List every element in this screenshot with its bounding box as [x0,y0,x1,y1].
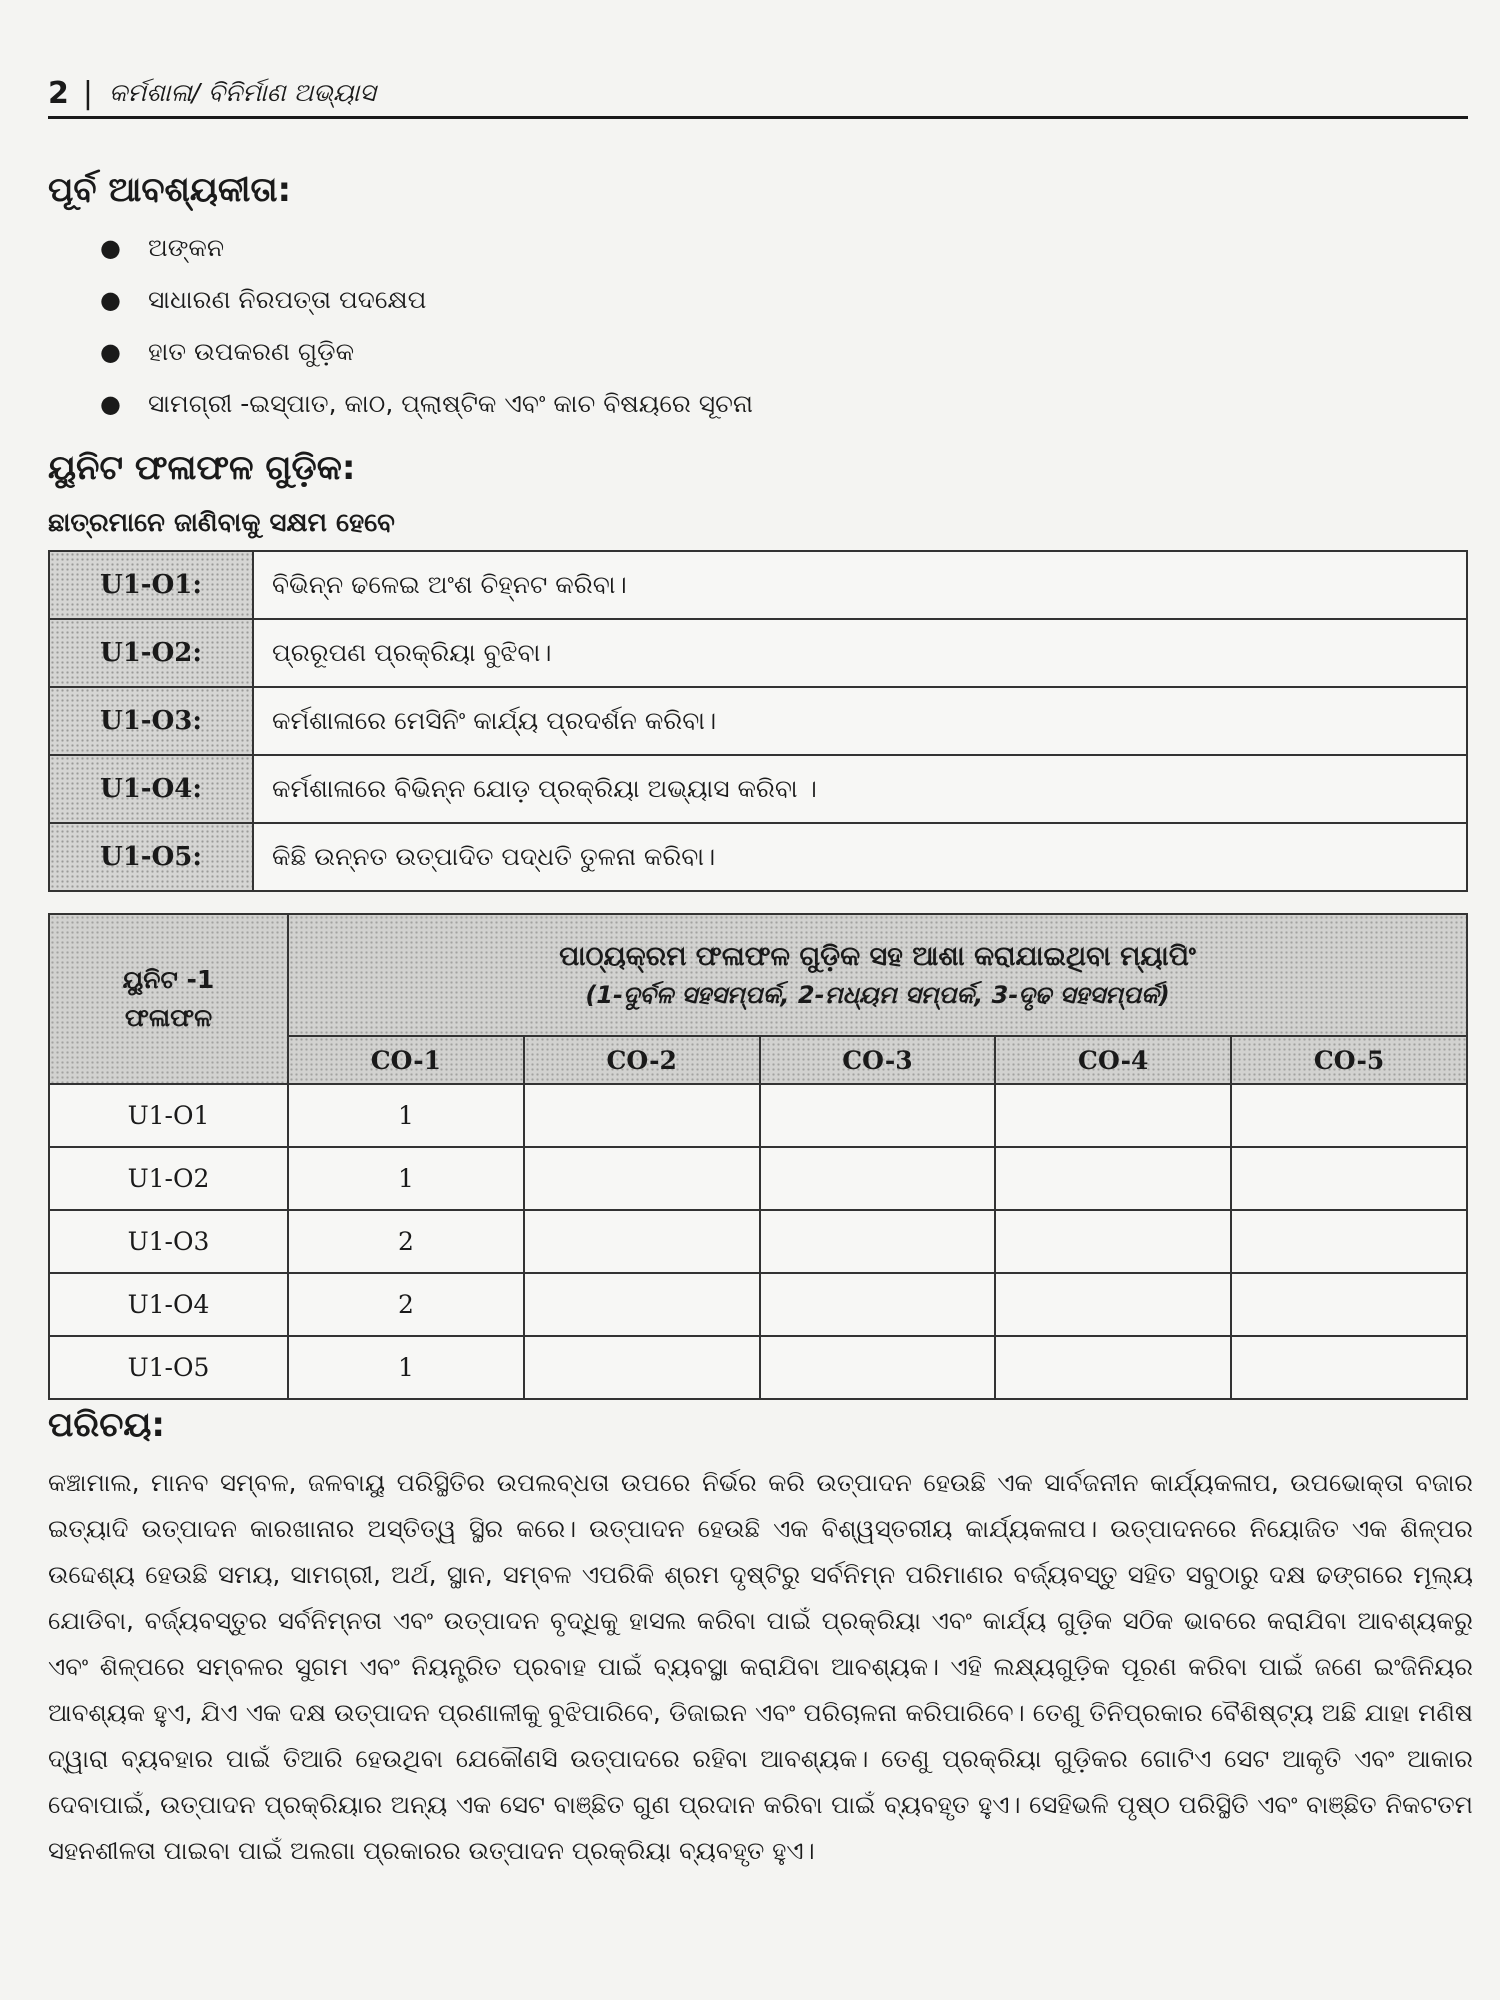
bullet-icon: ● [100,338,121,366]
outcome-text: କର୍ମଶାଳାରେ ବିଭିନ୍ନ ଯୋଡ଼ ପ୍ରକ୍ରିୟା ଅଭ୍ୟାସ କରିବା । [253,755,1467,823]
table-row [49,1210,1467,1273]
cell [760,1084,996,1147]
outcome-code: U1-O3: [49,687,253,755]
page-header [48,70,1468,119]
outcome-text: କର୍ମଶାଳାରେ ମେସିନିଂ କାର୍ଯ୍ୟ ପ୍ରଦର୍ଶନ କରିବା। [253,687,1467,755]
outcome-text: ପ୍ରରୂପଣ ପ୍ରକ୍ରିୟା ବୁଝିବା। [253,619,1467,687]
bullet-icon: ● [100,234,121,262]
row-unit: U1-O5 [49,1336,288,1399]
running-title: କର୍ମଶାଳା/ ବିନିର୍ମାଣ ଅଭ୍ୟାସ [108,78,376,107]
mapping-scale: (1-ଦୁର୍ବଳ ସହସମ୍ପର୍କ, 2-ମଧ୍ୟମ ସମ୍ପର୍କ, 3-ଦୃଢ ସହସମ୍ପର୍କ) [585,981,1170,1009]
cell [760,1336,996,1399]
cell [760,1210,996,1273]
table-row [49,755,1467,823]
cell [760,1147,996,1210]
unit-outcomes-subheading: ଛାତ୍ରମାନେ ଜାଣିବାକୁ ସକ୍ଷମ ହେବେ [48,508,395,538]
cell [524,1147,760,1210]
co-mapping-table [48,913,1468,1400]
bullet-icon: ● [100,286,121,314]
cell [995,1147,1231,1210]
outcome-code: U1-O1: [49,551,253,619]
co-header: CO-4 [995,1036,1231,1084]
cell [1231,1273,1467,1336]
introduction-heading: ପରିଚୟ: [48,1405,166,1445]
page-number: 2 [48,75,69,111]
cell [1231,1336,1467,1399]
prerequisites-heading: ପୂର୍ବ ଆବଶ୍ୟକୀତା: [48,170,292,210]
row-unit: U1-O4 [49,1273,288,1336]
header-separator: | [82,75,93,111]
co-header: CO-3 [760,1036,996,1084]
cell [524,1210,760,1273]
row-unit: U1-O2 [49,1147,288,1210]
outcome-text: କିଛି ଉନ୍ନତ ଉତ୍ପାଦିତ ପଦ୍ଧତି ତୁଳନା କରିବା। [253,823,1467,891]
prerequisites-list [100,222,753,430]
co-header: CO-1 [288,1036,524,1084]
co-header: CO-5 [1231,1036,1467,1084]
cell [995,1273,1231,1336]
row-unit: U1-O3 [49,1210,288,1273]
cell [760,1273,996,1336]
table-row [49,1084,1467,1147]
table-row [49,687,1467,755]
bullet-icon: ● [100,390,121,418]
outcome-code: U1-O2: [49,619,253,687]
table-row [49,1336,1467,1399]
list-item: ● ହାତ ଉପକରଣ ଗୁଡ଼ିକ [100,326,753,378]
cell [995,1210,1231,1273]
outcome-code: U1-O5: [49,823,253,891]
list-item: ● ସାଧାରଣ ନିରପତ୍ତା ପଦକ୍ଷେପ [100,274,753,326]
cell [524,1084,760,1147]
outcome-text: ବିଭିନ୍ନ ଢଳେଇ ଅଂଶ ଚିହ୍ନଟ କରିବା। [253,551,1467,619]
co-header: CO-2 [524,1036,760,1084]
introduction-paragraph: କଞ୍ଚାମାଲ, ମାନବ ସମ୍ବଳ, ଜଳବାୟୁ ପରିସ୍ଥିତିର ଉପଲବ୍ଧତା ଉପରେ ନିର୍ଭର କରି ଉତ୍ପାଦନ ହେଉଛି ଏକ ସାର୍ବଜନୀନ କାର୍ଯ୍ୟକଳାପ, ଉପଭୋକ୍ତା ବଜାର ଇତ୍ୟାଦି ଉତ୍ପାଦନ କାରଖାନାର ଅସ୍ତିତ୍ୱ ସ୍ଥିର କରେ। ଉତ୍ପାଦନ ହେଉଛି ଏକ ବିଶ୍ୱସ୍ତରୀୟ କାର୍ଯ୍ୟକଳାପ। ଉତ୍ପାଦନରେ ନିୟୋଜିତ ଏକ ଶିଳ୍ପର ଉଦ୍ଦେଶ୍ୟ ହେଉଛି ସମୟ, ସାମଗ୍ରୀ, ଅର୍ଥ, ସ୍ଥାନ, ସମ୍ବଳ ଏପରିକି ଶ୍ରମ ଦୃଷ୍ଟିରୁ ସର୍ବନିମ୍ନ ପରିମାଣର ବର୍ଜ୍ୟବସ୍ତୁ ସହିତ ସବୁଠାରୁ ଦକ୍ଷ ଢଙ୍ଗରେ ମୂଲ୍ୟ ଯୋଡିବା, ବର୍ଜ୍ୟବସ୍ତୁର ସର୍ବନିମ୍ନତା ଏବଂ ଉତ୍ପାଦନ ବୃଦ୍ଧିକୁ ହାସଲ କରିବା ପାଇଁ ପ୍ରକ୍ରିୟା ଏବଂ କାର୍ଯ୍ୟ ଗୁଡ଼ିକ ସଠିକ ଭାବରେ କରାଯିବା ଆବଶ୍ୟକରୁ ଏବଂ ଶିଳ୍ପରେ ସମ୍ବଳର ସୁଗମ ଏବଂ ନିୟନ୍ତ୍ରିତ ପ୍ରବାହ ପାଇଁ ବ୍ୟବସ୍ଥା କରାଯିବା ଆବଶ୍ୟକ। ଏହି ଲକ୍ଷ୍ୟଗୁଡ଼ିକ ପୂରଣ କରିବା ପାଇଁ ଜଣେ ଇଂଜିନିୟର ଆବଶ୍ୟକ ହୁଏ, ଯିଏ ଏକ ଦକ୍ଷ ଉତ୍ପାଦନ ପ୍ରଣାଳୀକୁ ବୁଝିପାରିବେ, ଡିଜାଇନ ଏବଂ ପରିଚାଳନା କରିପାରିବେ। ତେଣୁ ତିନିପ୍ରକାର ବୈଶିଷ୍ଟ୍ୟ ଅଛି ଯାହା ମଣିଷ ଦ୍ୱାରା ବ୍ୟବହାର ପାଇଁ ତିଆରି ହେଉଥିବା ଯେକୌଣସି ଉତ୍ପାଦରେ ରହିବା ଆବଶ୍ୟକ। ତେଣୁ ପ୍ରକ୍ରିୟା ଗୁଡ଼ିକର ଗୋଟିଏ ସେଟ ଆକୃତି ଏବଂ ଆକାର ଦେବାପାଇଁ, ଉତ୍ପାଦନ ପ୍ରକ୍ରିୟାର ଅନ୍ୟ ଏକ ସେଟ ବାଞ୍ଛିତ ଗୁଣ ପ୍ରଦାନ କରିବା ପାଇଁ ବ୍ୟବହୃତ ହୁଏ। ସେହିଭଳି ପୃଷ୍ଠ ପରିସ୍ଥିତି ଏବଂ ବାଞ୍ଛିତ ନିକଟତମ ସହନଶୀଳତା ପାଇବା ପାଇଁ ଅଲଗା ପ୍ରକାରର ଉତ୍ପାଦନ ପ୍ରକ୍ରିୟା ବ୍ୟବହୃତ ହୁଏ। [48,1468,1473,1865]
cell [524,1336,760,1399]
list-item: ● ଅଙ୍କନ [100,222,753,274]
unit-outcomes-heading: ୟୁନିଟ ଫଳାଫଳ ଗୁଡ଼ିକ: [48,448,356,488]
cell: 1 [288,1336,524,1399]
cell [1231,1084,1467,1147]
unit-outcome-header: ୟୁନିଟ -1 ଫଳାଫଳ [49,914,288,1084]
cell: 2 [288,1210,524,1273]
table-row [49,1147,1467,1210]
table-row [49,551,1467,619]
cell [1231,1210,1467,1273]
cell [995,1336,1231,1399]
cell [524,1273,760,1336]
table-row [49,1273,1467,1336]
outcome-code: U1-O4: [49,755,253,823]
cell [995,1084,1231,1147]
cell [1231,1147,1467,1210]
cell: 1 [288,1084,524,1147]
table-row [49,823,1467,891]
mapping-title: ପାଠ୍ୟକ୍ରମ ଫଳାଫଳ ଗୁଡ଼ିକ ସହ ଆଶା କରାଯାଇଥିବା ମ୍ୟାପିଂ (1-ଦୁର୍ବଳ ସହସମ୍ପର୍କ, 2-ମଧ୍ୟମ ସମ୍ପର୍କ, 3-ଦୃଢ ସହସମ୍ପର୍କ) [288,914,1467,1036]
table-row [49,619,1467,687]
row-unit: U1-O1 [49,1084,288,1147]
cell: 2 [288,1273,524,1336]
list-item: ● ସାମଗ୍ରୀ -ଇସ୍ପାତ, କାଠ, ପ୍ଲାଷ୍ଟିକ ଏବଂ କାଚ ବିଷୟରେ ସୂଚନା [100,378,753,430]
cell: 1 [288,1147,524,1210]
unit-outcomes-table [48,550,1468,892]
